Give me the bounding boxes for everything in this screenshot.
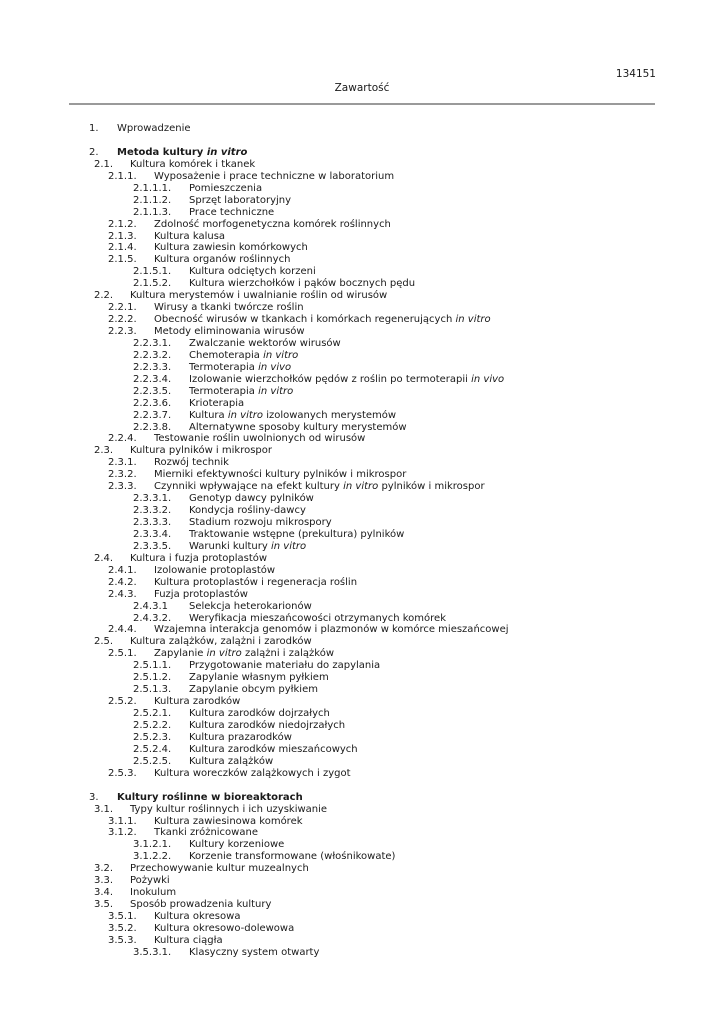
- toc-entry-number: 2.2.3.1.: [133, 337, 172, 349]
- toc-entry-number: 2.4.2.: [108, 576, 137, 588]
- toc-entry: [0, 851, 724, 863]
- toc-entry: [0, 648, 724, 660]
- toc-entry-number: 2.2.3.4.: [133, 373, 172, 385]
- toc-entry-number: 2.3.3.5.: [133, 540, 172, 552]
- toc-entry-title-part: Zapylanie: [154, 648, 207, 660]
- toc-entry-title: [130, 863, 309, 875]
- toc-entry-number: 2.1.3.: [108, 230, 137, 242]
- toc-entry-number: 2.1.5.1.: [133, 266, 172, 278]
- toc-entry-title-part: Korzenie transformowane (włośnikowate): [189, 851, 396, 863]
- toc-entry-number: 2.5.1.1.: [133, 660, 172, 672]
- toc-entry-title-part: Kultura prazarodków: [189, 731, 292, 743]
- toc-entry-number: 2.1.5.: [108, 254, 137, 266]
- toc-entry-number: 2.5.2.2.: [133, 719, 172, 731]
- toc-entry-title: [117, 123, 191, 135]
- toc-entry-title-part: Kultura merystemów i uwalnianie roślin od wirusów: [130, 290, 388, 302]
- toc-entry: [0, 231, 724, 243]
- toc-entry: [0, 947, 724, 959]
- toc-entry-title: [189, 386, 293, 398]
- toc-entry-number: 2.3.: [94, 445, 114, 457]
- toc-entry-title-part: Zapylanie własnym pyłkiem: [189, 672, 329, 684]
- toc-entry-title: [130, 159, 255, 171]
- toc-entry: [0, 911, 724, 923]
- toc-entry: [0, 660, 724, 672]
- toc-entry-title-part: Genotyp dawcy pylników: [189, 493, 314, 505]
- toc-entry-title-part: Kultura i fuzja protoplastów: [130, 552, 268, 564]
- toc-entry-number: 1.: [89, 123, 99, 134]
- toc-entry-number: 2.2.3.7.: [133, 409, 172, 421]
- toc-entry: [0, 493, 724, 505]
- toc-entry: [0, 278, 724, 290]
- toc-entry-title-part: Kultura okresowa: [154, 911, 241, 922]
- toc-entry: [0, 350, 724, 362]
- toc-entry-title-part: Weryfikacja mieszańcowości otrzymanych komórek: [189, 612, 446, 624]
- toc-entry: [0, 159, 724, 171]
- toc-entry-title: [154, 577, 357, 589]
- toc-entry-title: [130, 290, 387, 302]
- toc-entry-title: [154, 326, 305, 338]
- toc-entry-title: [154, 589, 248, 601]
- toc-entry-title: [189, 660, 380, 672]
- toc-entry-number: 3.3.: [94, 875, 114, 887]
- toc-entry-title: [154, 481, 485, 493]
- toc-entry: [0, 875, 724, 887]
- toc-entry-title: [189, 708, 330, 720]
- toc-entry-title: [154, 302, 304, 314]
- toc-spacer: [0, 135, 724, 147]
- toc-entry-number: 2.1.2.: [108, 218, 137, 230]
- toc-entry-title: [154, 923, 294, 935]
- toc-entry: [0, 457, 724, 469]
- toc-entry-title-part: Warunki kultury: [189, 540, 271, 552]
- toc-entry-title-part: Metoda kultury: [117, 146, 207, 158]
- toc-entry-title-part: izolowanych merystemów: [263, 409, 397, 421]
- toc-entry-title: [189, 493, 314, 505]
- toc-entry-title-part: in vitro: [263, 349, 299, 361]
- toc-entry-title-part: pylników i mikrospor: [378, 481, 485, 493]
- toc-entry-title-part: Kultura zawiesinowa komórek: [154, 815, 303, 827]
- toc-entry: [0, 708, 724, 720]
- toc-entry-title: [189, 505, 306, 517]
- toc-entry-title: [154, 171, 394, 183]
- toc-entry: [0, 684, 724, 696]
- toc-entry-title-part: Pożywki: [130, 875, 170, 887]
- toc-entry-title-part: Kultury korzeniowe: [189, 839, 285, 851]
- toc-entry-title-part: Kultura zarodków: [154, 696, 241, 708]
- toc-entry-title: [189, 720, 345, 732]
- toc-entry-number: 2.4.3.: [108, 588, 137, 600]
- toc-entry-title-part: in vivo: [471, 373, 505, 385]
- toc-entry-title: [189, 278, 415, 290]
- toc-entry-title-part: Stadium rozwoju mikrospory: [189, 517, 332, 528]
- toc-entry-title: [154, 433, 365, 445]
- toc-entry-title-part: Traktowanie wstępne (prekultura) pylników: [189, 528, 405, 540]
- toc-entry-number: 2.3.3.: [108, 481, 137, 493]
- toc-entry-title-part: Czynniki wpływające na efekt kultury: [154, 481, 344, 493]
- toc-entry: [0, 899, 724, 911]
- toc-entry-title: [154, 648, 334, 660]
- toc-entry: [0, 636, 724, 648]
- toc-entry-title: [189, 839, 284, 851]
- toc-entry-title-part: Przygotowanie materiału do zapylania: [189, 660, 381, 672]
- toc-entry: [0, 720, 724, 732]
- toc-entry-title: [154, 696, 240, 708]
- toc-entry-title: [154, 816, 303, 828]
- toc-entry-title-part: Kultura zarodków niedojrzałych: [189, 719, 346, 731]
- toc-entry-number: 2.2.3.2.: [133, 349, 172, 361]
- toc-entry: [0, 481, 724, 493]
- toc-entry-title: [189, 422, 407, 434]
- toc-entry-title: [130, 636, 312, 648]
- toc-entry: [0, 302, 724, 314]
- toc-entry-number: 2.1.1.3.: [133, 206, 172, 218]
- toc-entry-title: [130, 887, 176, 899]
- toc-entry-title: [154, 469, 406, 481]
- toc-entry-number: 2.3.3.4.: [133, 528, 172, 540]
- toc-entry-title: [189, 947, 319, 959]
- table-of-contents: [0, 123, 724, 959]
- toc-entry: [0, 887, 724, 899]
- toc-entry-number: 2.2.: [94, 290, 114, 302]
- toc-entry-title-part: Inokulum: [130, 887, 177, 899]
- toc-entry-number: 2.4.4.: [108, 624, 137, 636]
- toc-entry: [0, 744, 724, 756]
- toc-entry: [0, 732, 724, 744]
- toc-entry: [0, 804, 724, 816]
- toc-entry: [0, 410, 724, 422]
- toc-entry-title-part: Kultura zalążków, zalążni i zarodków: [130, 636, 312, 648]
- toc-entry-number: 2.2.3.: [108, 326, 137, 337]
- toc-entry-title: [189, 601, 312, 613]
- toc-entry-title-part: Wzajemna interakcja genomów i plazmonów w komórce mieszańcowej: [154, 624, 509, 636]
- toc-entry: [0, 577, 724, 589]
- toc-entry-number: 2.5.1.3.: [133, 684, 172, 696]
- toc-entry-title-part: Kultura okresowo-dolewowa: [154, 922, 295, 934]
- toc-entry-title: [189, 529, 404, 541]
- toc-entry: [0, 839, 724, 851]
- toc-entry: [0, 553, 724, 565]
- toc-spacer: [0, 780, 724, 792]
- toc-entry-title-part: Zdolność morfogenetyczna komórek roślinnych: [154, 218, 391, 230]
- toc-entry: [0, 183, 724, 195]
- toc-entry-title: [189, 398, 244, 410]
- toc-entry-title-part: Kultury roślinne w bioreaktorach: [117, 791, 303, 803]
- toc-entry-title-part: Termoterapia: [189, 385, 259, 397]
- toc-entry-title: [154, 254, 290, 266]
- toc-entry: [0, 863, 724, 875]
- toc-entry-title-part: Kultura: [189, 409, 228, 421]
- toc-entry-number: 2.3.3.2.: [133, 505, 172, 517]
- toc-entry-title: [130, 804, 327, 816]
- toc-entry-title: [130, 875, 170, 887]
- toc-entry-title-part: Kultura zalążków: [189, 755, 274, 767]
- toc-entry-title: [130, 553, 267, 565]
- toc-entry-title: [189, 684, 318, 696]
- toc-entry-title-part: Kultura wierzchołków i pąków bocznych pędu: [189, 278, 416, 290]
- toc-entry-title: [189, 207, 274, 219]
- toc-entry-number: 2.5.2.4.: [133, 743, 172, 755]
- toc-entry-title-part: Kultura zarodków dojrzałych: [189, 708, 330, 719]
- toc-entry-title-part: Termoterapia: [189, 361, 259, 373]
- toc-entry-number: 2.5.2.5.: [133, 755, 172, 767]
- toc-entry: [0, 923, 724, 935]
- toc-entry-number: 2.4.: [94, 552, 114, 564]
- toc-entry-number: 2.1.5.2.: [133, 278, 172, 290]
- toc-entry-title-part: Klasyczny system otwarty: [189, 946, 320, 958]
- toc-entry-title-part: Kultura organów roślinnych: [154, 254, 291, 266]
- toc-entry-title-part: Przechowywanie kultur muzealnych: [130, 863, 309, 875]
- toc-entry-number: 2.1.1.2.: [133, 194, 172, 206]
- toc-entry-number: 2.1.1.: [108, 170, 137, 182]
- toc-entry: [0, 792, 724, 804]
- toc-entry-number: 2.2.4.: [108, 433, 137, 445]
- toc-entry-number: 2.2.3.3.: [133, 361, 172, 373]
- toc-entry-title: [189, 541, 306, 553]
- toc-entry-number: 2.2.2.: [108, 314, 137, 326]
- toc-entry: [0, 613, 724, 625]
- toc-entry-number: 2.2.3.5.: [133, 385, 172, 397]
- toc-entry: [0, 374, 724, 386]
- toc-entry-number: 3.5.: [94, 899, 114, 911]
- toc-entry-title-part: Kultura zawiesin komórkowych: [154, 242, 308, 254]
- toc-entry: [0, 768, 724, 780]
- toc-entry-title: [189, 183, 262, 195]
- toc-entry: [0, 935, 724, 947]
- toc-entry-title-part: Sposób prowadzenia kultury: [130, 899, 272, 911]
- toc-entry-title: [154, 624, 509, 636]
- toc-entry-title-part: Kultura pylników i mikrospor: [130, 445, 272, 457]
- toc-entry: [0, 266, 724, 278]
- toc-entry-number: 3.5.3.: [108, 934, 137, 946]
- toc-entry-title: [154, 565, 275, 577]
- toc-entry-title-part: in vitro: [206, 146, 248, 158]
- toc-entry: [0, 565, 724, 577]
- toc-entry: [0, 147, 724, 159]
- toc-entry-title-part: Fuzja protoplastów: [154, 588, 248, 600]
- toc-entry-number: 3.2.: [94, 863, 114, 875]
- toc-entry-title: [154, 314, 491, 326]
- toc-entry-title-part: Sprzęt laboratoryjny: [189, 194, 292, 206]
- toc-entry-number: 2.5.2.: [108, 696, 137, 708]
- toc-entry-number: 2.5.1.: [108, 648, 137, 660]
- toc-entry-title: [154, 242, 308, 254]
- toc-entry-title-part: Chemoterapia: [189, 349, 264, 361]
- toc-entry-title: [189, 732, 292, 744]
- toc-entry: [0, 517, 724, 529]
- toc-entry: [0, 362, 724, 374]
- document-title: Zawartość: [334, 82, 390, 94]
- toc-entry-number: 2.3.2.: [108, 469, 137, 481]
- toc-entry-title-part: Kultura komórek i tkanek: [130, 158, 256, 170]
- toc-entry-title-part: Testowanie roślin uwolnionych od wirusów: [154, 433, 366, 445]
- toc-entry: [0, 195, 724, 207]
- toc-entry-title-part: Zwalczanie wektorów wirusów: [189, 337, 341, 349]
- header-divider: [69, 103, 655, 105]
- toc-entry-number: 2.: [89, 146, 99, 158]
- toc-entry-number: 2.2.1.: [108, 302, 137, 314]
- toc-entry-number: 3.1.2.2.: [133, 851, 172, 863]
- toc-entry-title-part: Rozwój technik: [154, 457, 229, 469]
- toc-entry-title-part: Wirusy a tkanki twórcze roślin: [154, 302, 304, 314]
- toc-entry-title: [189, 517, 332, 529]
- toc-entry-title-part: Selekcja heterokarionów: [189, 600, 312, 612]
- toc-entry-title: [189, 756, 273, 768]
- toc-entry: [0, 827, 724, 839]
- toc-entry-number: 2.5.3.: [108, 767, 137, 779]
- toc-entry-number: 2.5.: [94, 636, 114, 648]
- toc-entry: [0, 254, 724, 266]
- toc-entry-title-part: Mierniki efektywności kultury pylników i mikrospor: [154, 469, 407, 481]
- page-number: 134151: [615, 68, 656, 80]
- toc-entry-number: 2.4.3.1: [133, 600, 168, 612]
- toc-entry: [0, 541, 724, 553]
- toc-entry-number: 3.4.: [94, 887, 114, 899]
- toc-entry-number: 3.1.2.: [108, 827, 137, 839]
- toc-entry-number: 3.5.3.1.: [133, 946, 172, 958]
- toc-entry: [0, 207, 724, 219]
- toc-entry-title-part: Typy kultur roślinnych i ich uzyskiwanie: [130, 803, 328, 815]
- toc-entry-title: [130, 899, 271, 911]
- toc-entry-number: 2.3.3.1.: [133, 493, 172, 505]
- toc-entry-number: 2.5.1.2.: [133, 672, 172, 684]
- toc-entry-title-part: Kultura odciętych korzeni: [189, 266, 316, 278]
- toc-entry-title: [117, 792, 303, 804]
- toc-entry-title: [189, 350, 298, 362]
- toc-entry: [0, 445, 724, 457]
- toc-entry-number: 2.2.3.6.: [133, 397, 172, 409]
- toc-entry-number: 2.5.2.3.: [133, 731, 172, 743]
- toc-entry-title: [189, 410, 396, 422]
- toc-entry: [0, 624, 724, 636]
- toc-entry-title-part: Pomieszczenia: [189, 182, 263, 194]
- toc-entry-number: 2.5.2.1.: [133, 708, 172, 719]
- toc-entry-title-part: in vitro: [258, 385, 294, 397]
- toc-entry-number: 2.2.3.8.: [133, 421, 172, 433]
- toc-entry-number: 2.1.: [94, 158, 114, 170]
- toc-entry-title-part: in vitro: [455, 314, 491, 326]
- toc-entry-title-part: Wprowadzenie: [117, 123, 191, 134]
- toc-entry-title: [189, 672, 329, 684]
- toc-entry-title-part: Krioterapia: [189, 397, 245, 409]
- toc-entry: [0, 469, 724, 481]
- toc-entry-title-part: Wyposażenie i prace techniczne w laboratorium: [154, 170, 395, 182]
- toc-entry: [0, 505, 724, 517]
- toc-entry-title: [154, 935, 223, 947]
- toc-entry-number: 3.: [89, 791, 99, 803]
- toc-entry-title-part: in vitro: [206, 648, 242, 660]
- toc-entry: [0, 756, 724, 768]
- toc-entry: [0, 386, 724, 398]
- toc-entry-number: 3.5.1.: [108, 911, 137, 922]
- toc-entry-title: [117, 147, 247, 159]
- toc-entry: [0, 171, 724, 183]
- toc-entry-title: [189, 362, 291, 374]
- toc-entry-number: 2.4.3.2.: [133, 612, 172, 624]
- toc-entry-number: 3.1.2.1.: [133, 839, 172, 851]
- toc-entry-title-part: Izolowanie protoplastów: [154, 564, 276, 576]
- toc-entry-title-part: Kultura kalusa: [154, 230, 226, 242]
- toc-entry-title-part: Alternatywne sposoby kultury merystemów: [189, 421, 407, 433]
- toc-entry-title-part: Kultura woreczków zalążkowych i zygot: [154, 767, 351, 779]
- toc-entry-title: [154, 911, 240, 923]
- toc-entry: [0, 219, 724, 231]
- toc-entry-title-part: Kultura zarodków mieszańcowych: [189, 743, 358, 755]
- toc-entry-title: [189, 374, 504, 386]
- toc-entry-title-part: in vitro: [227, 409, 264, 421]
- toc-entry-title: [154, 219, 391, 231]
- toc-entry-title: [154, 457, 229, 469]
- toc-entry-title-part: zalążni i zalążków: [241, 648, 334, 660]
- toc-entry-title: [189, 195, 291, 207]
- toc-entry-title: [154, 768, 351, 780]
- toc-entry: [0, 433, 724, 445]
- toc-entry: [0, 816, 724, 828]
- toc-entry: [0, 696, 724, 708]
- toc-entry: [0, 601, 724, 613]
- toc-entry-title: [189, 338, 341, 350]
- toc-entry: [0, 326, 724, 338]
- toc-entry: [0, 589, 724, 601]
- toc-entry-title-part: Kondycja rośliny-dawcy: [189, 505, 306, 517]
- toc-entry: [0, 314, 724, 326]
- toc-entry-title-part: Kultura ciągła: [154, 934, 223, 946]
- toc-entry-title-part: Kultura protoplastów i regeneracja roślin: [154, 576, 358, 588]
- toc-entry-title-part: Izolowanie wierzchołków pędów z roślin po termoterapii: [189, 373, 472, 385]
- toc-entry-title-part: Metody eliminowania wirusów: [154, 326, 305, 337]
- toc-entry-title: [154, 827, 258, 839]
- toc-entry-title: [189, 266, 316, 278]
- toc-entry-title-part: in vitro: [270, 540, 307, 552]
- toc-entry-title: [130, 445, 272, 457]
- toc-entry: [0, 123, 724, 135]
- toc-entry: [0, 422, 724, 434]
- toc-entry-title-part: Zapylanie obcym pyłkiem: [189, 684, 318, 696]
- toc-entry-number: 2.1.4.: [108, 242, 137, 254]
- toc-entry-number: 3.1.1.: [108, 815, 137, 827]
- toc-entry-number: 2.3.1.: [108, 457, 137, 469]
- toc-entry: [0, 529, 724, 541]
- toc-entry-title: [189, 851, 395, 863]
- toc-entry-title-part: Obecność wirusów w tkankach i komórkach regenerujących: [154, 314, 456, 326]
- toc-entry-title: [189, 613, 446, 625]
- toc-entry-title: [189, 744, 358, 756]
- toc-entry-number: 2.3.3.3.: [133, 517, 172, 528]
- toc-entry-title-part: Tkanki zróżnicowane: [154, 827, 258, 839]
- toc-entry: [0, 672, 724, 684]
- toc-entry-title-part: in vitro: [343, 481, 379, 493]
- toc-entry-title: [154, 231, 225, 243]
- toc-entry-number: 3.1.: [94, 803, 114, 815]
- toc-entry-number: 2.1.1.1.: [133, 182, 172, 194]
- toc-entry-number: 2.4.1.: [108, 564, 137, 576]
- toc-entry-title-part: in vivo: [258, 361, 292, 373]
- toc-entry: [0, 242, 724, 254]
- toc-entry: [0, 290, 724, 302]
- toc-entry: [0, 338, 724, 350]
- toc-entry: [0, 398, 724, 410]
- toc-entry-title-part: Prace techniczne: [189, 206, 275, 218]
- toc-entry-number: 3.5.2.: [108, 922, 137, 934]
